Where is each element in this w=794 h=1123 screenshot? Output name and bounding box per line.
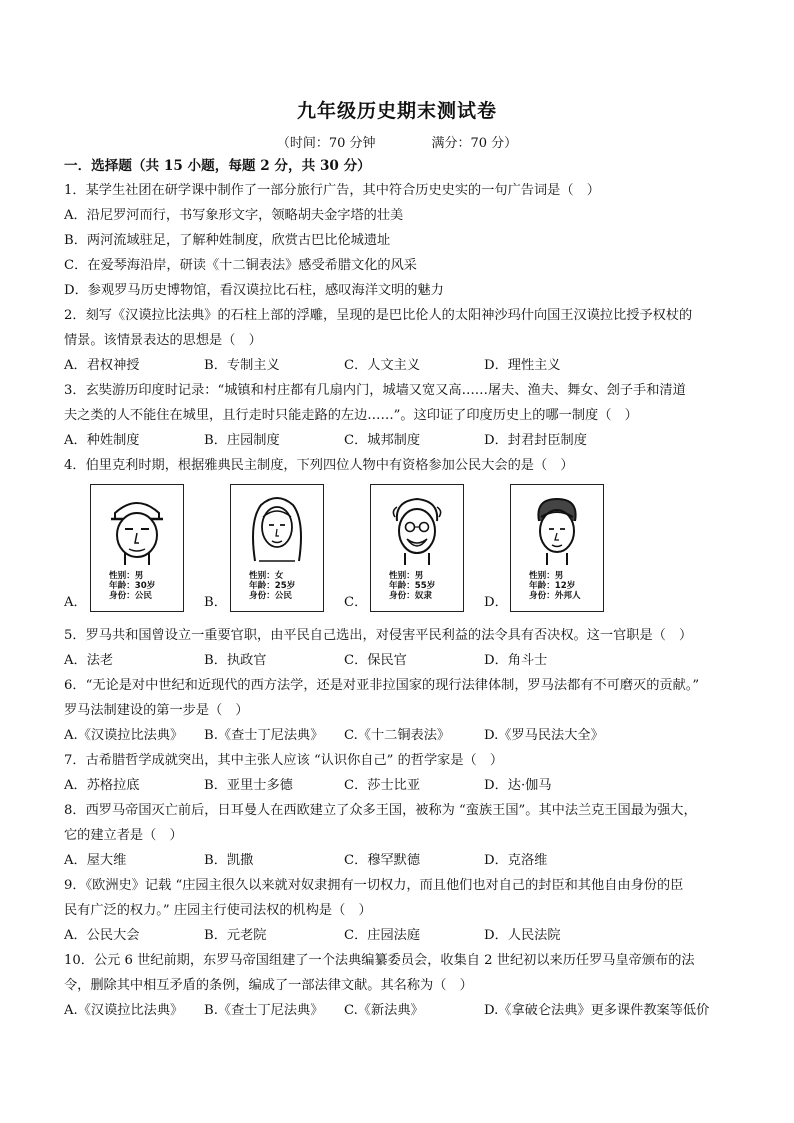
q6-options bbox=[64, 727, 744, 745]
q4-portrait-d bbox=[510, 484, 604, 612]
q2-stem-line1: 2．刻写《汉谟拉比法典》的石柱上部的浮雕，呈现的是巴比伦人的太阳神沙玛什向国王汉谟拉比授予权杖的 bbox=[64, 308, 693, 323]
q2-option-b: B．专制主义 bbox=[204, 358, 280, 373]
q8-option-b: B．凯撒 bbox=[204, 853, 254, 868]
q3-stem-line2: 夫之类的人不能住在城里，且行走时只能走路的左边……”。这印证了印度历史上的哪一制度（ ） bbox=[64, 408, 638, 423]
q4-option-c-letter: C． bbox=[344, 595, 368, 610]
old-man-portrait-icon bbox=[381, 491, 453, 569]
q2-option-c: C．人文主义 bbox=[344, 358, 421, 373]
q1-option-a: A．沿尼罗河而行，书写象形文字，领略胡夫金字塔的壮美 bbox=[64, 208, 404, 223]
q1-option-b: B．两河流域驻足，了解种姓制度，欣赏古巴比伦城遗址 bbox=[64, 233, 391, 248]
q2-options bbox=[64, 357, 744, 375]
q9-option-a: A．公民大会 bbox=[64, 928, 140, 943]
q5-option-a: A．法老 bbox=[64, 653, 114, 668]
q4-portrait-a bbox=[90, 484, 184, 612]
q1-option-d: D．参观罗马历史博物馆，看汉谟拉比石柱，感叹海洋文明的魅力 bbox=[64, 283, 444, 298]
q7-options bbox=[64, 777, 744, 795]
exam-title: 九年级历史期末测试卷 bbox=[296, 100, 497, 122]
q4-stem: 4．伯里克利时期，根据雅典民主制度，下列四位人物中有资格参加公民大会的是（ ） bbox=[64, 458, 574, 473]
q1-option-c: C．在爱琴海沿岸，研读《十二铜表法》感受希腊文化的风采 bbox=[64, 258, 417, 273]
q4-caption-a: 性别：男 年龄：30岁 身份：公民 bbox=[109, 571, 156, 601]
q3-stem-line1: 3．玄奘游历印度时记录：“城镇和村庄都有几扇内门，城墙又宽又高……屠夫、渔夫、舞女、刽子手和清道 bbox=[64, 383, 686, 398]
q9-option-c: C．庄园法庭 bbox=[344, 928, 421, 943]
q5-stem: 5．罗马共和国曾设立一重要官职，由平民自己选出，对侵害平民利益的法令具有否决权。这一官职是（ ） bbox=[64, 628, 693, 643]
woman-portrait-icon bbox=[241, 491, 313, 569]
q4-option-d-letter: D． bbox=[484, 595, 508, 610]
q3-options bbox=[64, 432, 744, 450]
q2-stem-line2: 情景。该情景表达的思想是（ ） bbox=[64, 333, 262, 348]
q9-stem-line1: 9．《欧洲史》记载 “庄园主很久以来就对奴隶拥有一切权力，而且他们也对自己的封臣和其他自由身份的臣 bbox=[64, 878, 684, 893]
q7-option-c: C．莎士比亚 bbox=[344, 778, 421, 793]
q10-option-a: A.《汉谟拉比法典》 bbox=[64, 1003, 184, 1018]
q5-option-b: B．执政官 bbox=[204, 653, 267, 668]
q1-stem: 1．某学生社团在研学课中制作了一部分旅行广告，其中符合历史史实的一句广告词是（ ） bbox=[64, 183, 600, 198]
q3-option-b: B．庄园制度 bbox=[204, 433, 280, 448]
q10-option-d: D.《拿破仑法典》更多课件教案等低价 bbox=[484, 1003, 710, 1018]
boy-portrait-icon bbox=[521, 491, 593, 569]
exam-time: （时间：70 分钟 bbox=[276, 136, 376, 151]
q4-caption-c: 性别：男 年龄：55岁 身份：奴隶 bbox=[389, 571, 436, 601]
section-heading: 一．选择题（共 15 小题，每题 2 分，共 30 分） bbox=[64, 158, 371, 174]
q10-stem-line2: 令，删除其中相互矛盾的条例，编成了一部法律文献。其名称为（ ） bbox=[64, 978, 473, 993]
q6-stem-line2: 罗马法制建设的第一步是（ ） bbox=[64, 703, 249, 718]
q10-option-c: C.《新法典》 bbox=[344, 1003, 424, 1018]
q4-option-b-letter: B． bbox=[204, 595, 227, 610]
q9-stem-line2: 民有广泛的权力。” 庄园主行使司法权的机构是（ ） bbox=[64, 903, 372, 918]
q10-options bbox=[64, 1002, 744, 1020]
q7-option-b: B．亚里士多德 bbox=[204, 778, 293, 793]
q6-option-b: B.《查士丁尼法典》 bbox=[204, 728, 324, 743]
q9-option-b: B．元老院 bbox=[204, 928, 267, 943]
q10-option-b: B.《查士丁尼法典》 bbox=[204, 1003, 324, 1018]
q8-stem-line2: 它的建立者是（ ） bbox=[64, 828, 183, 843]
q5-option-c: C．保民官 bbox=[344, 653, 407, 668]
q2-option-a: A．君权神授 bbox=[64, 358, 140, 373]
q2-option-d: D．理性主义 bbox=[484, 358, 561, 373]
q4-portrait-options bbox=[64, 484, 744, 616]
q3-option-a: A．种姓制度 bbox=[64, 433, 140, 448]
q5-options bbox=[64, 652, 744, 670]
q7-option-a: A．苏格拉底 bbox=[64, 778, 140, 793]
q4-caption-d: 性别：男 年龄：12岁 身份：外邦人 bbox=[529, 571, 581, 601]
q3-option-c: C．城邦制度 bbox=[344, 433, 421, 448]
q6-stem-line1: 6．“无论是对中世纪和近现代的西方法学，还是对亚非拉国家的现行法律体制，罗马法都有不可磨灭的贡献。” bbox=[64, 678, 700, 693]
q8-options bbox=[64, 852, 744, 870]
q5-option-d: D．角斗士 bbox=[484, 653, 548, 668]
q4-portrait-b bbox=[230, 484, 324, 612]
q8-stem-line1: 8．西罗马帝国灭亡前后，日耳曼人在西欧建立了众多王国，被称为 “蛮族王国”。其中法兰克王国最为强大， bbox=[64, 803, 697, 818]
q7-stem: 7．古希腊哲学成就突出，其中主张人应该 “认识你自己” 的哲学家是（ ） bbox=[64, 753, 504, 768]
q6-option-d: D.《罗马民法大全》 bbox=[484, 728, 604, 743]
q4-option-a-letter: A． bbox=[64, 595, 87, 610]
q3-option-d: D．封君封臣制度 bbox=[484, 433, 587, 448]
q6-option-c: C.《十二铜表法》 bbox=[344, 728, 451, 743]
exam-subtitle bbox=[0, 132, 794, 151]
q10-stem-line1: 10．公元 6 世纪前期，东罗马帝国组建了一个法典编纂委员会，收集自 2 世纪初以来历任罗马皇帝颁布的法 bbox=[64, 953, 695, 968]
q8-option-c: C．穆罕默德 bbox=[344, 853, 421, 868]
q7-option-d: D．达·伽马 bbox=[484, 778, 552, 793]
q6-option-a: A.《汉谟拉比法典》 bbox=[64, 728, 184, 743]
q8-option-d: D．克洛维 bbox=[484, 853, 548, 868]
q4-portrait-c bbox=[370, 484, 464, 612]
q9-option-d: D．人民法院 bbox=[484, 928, 561, 943]
exam-score: 满分：70 分） bbox=[431, 136, 518, 151]
q9-options bbox=[64, 927, 744, 945]
q4-caption-b: 性别：女 年龄：25岁 身份：公民 bbox=[249, 571, 296, 601]
q8-option-a: A．屋大维 bbox=[64, 853, 127, 868]
man-with-cap-icon bbox=[101, 491, 173, 569]
